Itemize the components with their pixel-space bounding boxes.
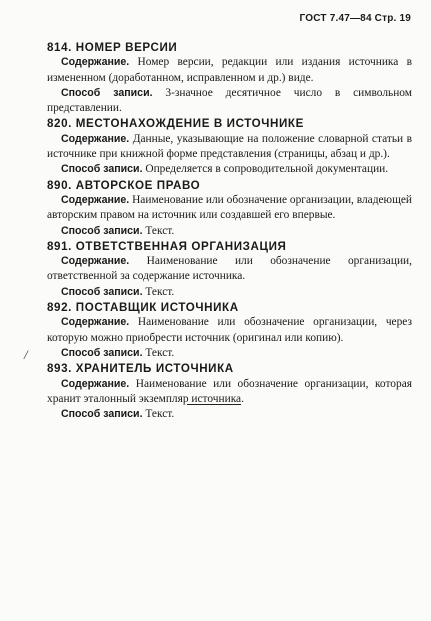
paragraph-label: Способ записи. (61, 86, 153, 99)
paragraph-method (47, 86, 412, 117)
section-heading: 892. ПОСТАВЩИК ИСТОЧНИКА (47, 301, 239, 315)
paragraph-text: Текст. (142, 346, 175, 359)
paragraph-text: Данные, указывающие на положение словарной статьи в источнике при книжной форме представления (страницы, абзац и др.). (47, 132, 412, 161)
paragraph-label: Способ записи. (61, 163, 143, 176)
paragraph-method (47, 285, 412, 300)
section-heading: 891. ОТВЕТСТВЕННАЯ ОРГАНИЗАЦИЯ (47, 239, 287, 253)
end-divider (187, 404, 241, 405)
paragraph-text: Определяется в сопроводительной документации. (142, 163, 389, 176)
paragraph-label: Способ записи. (61, 408, 143, 421)
paragraph-text: Номер версии, редакции или издания источника в измененном (доработанном, исправленном и др.) виде. (47, 56, 412, 84)
paragraph-text: Текст. (142, 408, 175, 421)
paragraph-content (47, 254, 412, 285)
paragraph-content (47, 315, 412, 346)
section-820 (47, 116, 412, 177)
paragraph-label: Содержание. (61, 132, 130, 145)
paragraph-content (47, 132, 412, 163)
paragraph-label: Содержание. (61, 316, 130, 329)
paragraph-text: Текст. (142, 224, 175, 237)
paragraph-text: Наименование или обозначение организации, владеющей авторским правом на источник или создавшей его впервые. (47, 193, 412, 222)
section-heading: 893. ХРАНИТЕЛЬ ИСТОЧНИКА (47, 362, 234, 376)
section-heading: 814. НОМЕР ВЕРСИИ (47, 41, 178, 54)
page-header: ГОСТ 7.47—84 Стр. 19 (299, 13, 411, 24)
paragraph-content (47, 377, 412, 408)
paragraph-label: Содержание. (61, 377, 130, 390)
paragraph-text: Наименование или обозначение организации, ответственной за содержание источника. (47, 255, 412, 283)
paragraph-label: Содержание. (61, 255, 130, 268)
paragraph-method (47, 407, 412, 422)
paragraph-label: Содержание. (61, 56, 130, 69)
paragraph-text: Наименование или обозначение организации, которая хранит эталонный экземпляр источника. (47, 377, 412, 405)
paragraph-content (47, 55, 412, 86)
paragraph-label: Способ записи. (61, 285, 143, 298)
paragraph-content (47, 193, 412, 224)
margin-mark: / (24, 347, 28, 362)
section-892 (47, 300, 412, 361)
section-heading: 890. АВТОРСКОЕ ПРАВО (47, 178, 201, 192)
paragraph-text: Текст. (142, 285, 175, 298)
section-890 (47, 178, 412, 239)
document-body (47, 40, 412, 422)
paragraph-label: Способ записи. (61, 346, 143, 359)
paragraph-method (47, 162, 412, 177)
paragraph-label: Содержание. (61, 193, 130, 206)
section-heading: 820. МЕСТОНАХОЖДЕНИЕ В ИСТОЧНИКЕ (47, 117, 304, 131)
paragraph-label: Способ записи. (61, 224, 143, 237)
section-891 (47, 239, 412, 300)
section-893 (47, 361, 412, 422)
paragraph-text: 3-значное десятичное число в символьном представлении. (47, 86, 412, 115)
paragraph-method (47, 346, 412, 361)
paragraph-method (47, 224, 412, 239)
section-814 (47, 40, 412, 116)
paragraph-text: Наименование или обозначение организации, через которую можно приобрести источник (оригинал или копию). (47, 316, 412, 344)
